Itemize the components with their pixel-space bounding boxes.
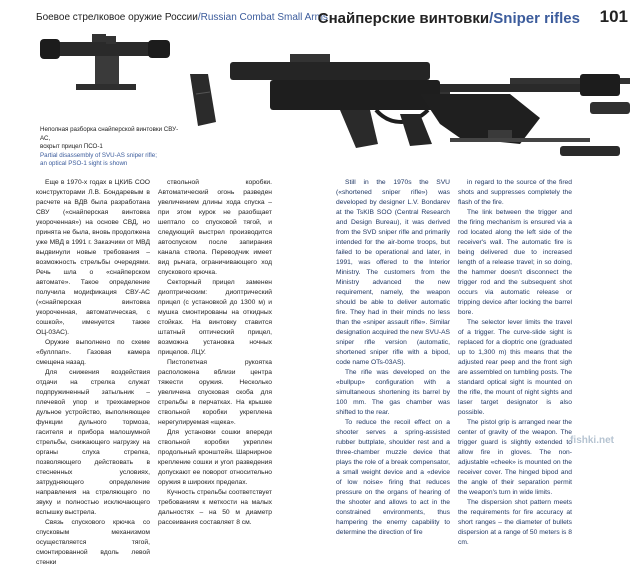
page-number: 101 xyxy=(599,7,628,26)
page-header xyxy=(0,0,640,34)
book-title xyxy=(36,12,328,23)
section-title-en: Sniper rifles xyxy=(493,10,580,27)
magazine xyxy=(190,74,216,126)
paragraph: Кучность стрельбы соответствует требованиям к меткости на малых дальностях – на 50 м диаметр рассеивания составляет 8 см. xyxy=(158,489,272,526)
caption-en-line1: Partial disassembly of SVU-AS sniper rifle; xyxy=(40,151,157,159)
paragraph: Оружие выполнено по схеме «буллпап». Газовая камера смещена назад. xyxy=(36,339,150,366)
paragraph: The pistol grip is arranged near the center of gravity of the weapon. The trigger guard is slightly extended to allow fire in gloves. The non-adjustable «cheek» is mounted on the receiver cover. The hinged bipod and the angle of their separation permit the weapon's turn in wide limits. xyxy=(458,419,572,496)
paragraph: Для снижения воздействия отдачи на стрелка служат подпружиненный затыльник – плечевой упор и трехкамерное дульное устройство, выполняющее функции дульного тормоза, гасителя и прибора малошумной стрельбы, снижающего нагрузку на органы слуха стрелка, позволяющего действовать в стесненных условиях, затрудняющего определение направления на стреляющего по звуку и полностью исключающего вспышку выстрела. xyxy=(36,369,150,516)
paragraph: To reduce the recoil effect on a shooter serves a spring-assisted rubber buttplate, shoulder rest and a three-chamber muzzle device that plays the role of a break compensator, a small weight device and a «device of low noise» firing that reduces pressure on the organs of hearing of the shooter and allows to act in the constrained environments, thus hampering the enemy capability to determine the direction of fire xyxy=(336,419,450,536)
text-column-en-2 xyxy=(458,178,572,546)
paragraph: Still in the 1970s the SVU («shortened sniper rifle») was developed by designer L.V. Bondarev at the TsKIB SOO (Central Research and Design Bureau), it was derived from the SVD sniper rifle and primarily intended for the air-borne troops, but failed to be operational and later, in 1991, was offered to the Interior Ministry. The customers from the Ministry advanced the new requirement, namely, the weapon should be able to deliver automatic fire. They had in their minds no less than the «sniper assault rifle». Similar designation acquired the new SVU-AS sniper rifle version (automatic, shortened sniper rifle with a bipod, code name OTs-03AS). xyxy=(336,179,450,366)
caption-en-line2: an optical PSO-1 sight is shown xyxy=(40,160,128,168)
title-separator: / xyxy=(197,12,201,23)
section-title xyxy=(318,10,580,27)
paragraph: Пистолетная рукоятка расположена вблизи центра тяжести оружия. Несколько увеличена спусковая скоба для стрельбы в перчатках. На крышке ствольной коробки укреплена нерегулируемая «щека». xyxy=(158,359,272,426)
paragraph: Секторный прицел заменен диоптрическим: диоптрический прицел (с установкой до 1300 м) и мушка смонтированы на откидных стойках. На винтовку ставится штатный оптический прицел, возможна установка ночных прицелов. ЛЦУ. xyxy=(158,279,272,356)
optical-scope xyxy=(40,34,170,90)
text-column-ru-2 xyxy=(158,178,272,526)
text-column-en-1 xyxy=(336,178,450,536)
book-title-ru: Боевое стрелковое оружие России xyxy=(36,12,198,23)
book-title-en: Russian Combat Small Arms xyxy=(200,12,328,23)
caption-ru-line2: вскрыт прицел ПСО-1 xyxy=(40,143,103,151)
watermark: fishki.net xyxy=(570,435,614,446)
paragraph: Для установки сошки впереди ствольной коробки укреплен продольный кронштейн. Шарнирное крепление сошки и угол разведения допускают ее поворот относительно оружия в широких пределах. xyxy=(158,429,272,486)
paragraph: ствольной коробки. Автоматический огонь разведен увеличением длины хода спуска – при этом курок не разобщает шептало со спусковой тягой, и следующий выстрел производится автоспуском после запирания канала ствола. Переводчик имеет вид рычага, ограничивающего ход спускового крючка. xyxy=(158,179,272,276)
paragraph: Еще в 1970-х годах в ЦКИБ СОО конструкторами Л.В. Бондаревым в расчете на ВДВ была разработана СВУ («снайперская винтовка укороченная») на основе СВД, но принята не была, вновь продолжена уже МВД в 1991 г. Заказчики от МВД выдвинули новые требования – возможность стрельбы очередями. Речь шла о «снайперском автомате». Такое определение получила модификация СВУ-АС («снайперская винтовка укороченная, автоматическая, с сошкой», именуется также ОЦ-03АС). xyxy=(36,179,150,336)
paragraph: The link between the trigger and the firing mechanism is ensured via a rod located along the left side of the receiver's wall. The automatic fire is being delivered due to increased length of a release travel; in so doing, the hammer doesn't disconnect the trigger rod and the subsequent shot occurs via automatic release or tripping device after locking the barrel bore. xyxy=(458,209,572,316)
paragraph: The dispersion shot pattern meets the requirements for fire accuracy at short ranges – the diameter of bullets dispersion at a range of 50 meters is 8 cm. xyxy=(458,499,572,546)
paragraph: in regard to the source of the fired shots and suppresses completely the flash of the fire. xyxy=(458,179,572,206)
section-separator: / xyxy=(489,10,494,27)
paragraph: The selector lever limits the travel of a trigger. The curve-slide sight is replaced for a dioptric one (graduated up to 1,300 m) this means that the adjusted rear peep and the front sigh are assembled on tumbling posts. The standard optical sight is mounted on the rifle, the mount of night sights and laser target designator is also possible. xyxy=(458,319,572,416)
photo-caption xyxy=(40,126,180,169)
paragraph: The rifle was developed on the «bullpup» configuration with a simultaneous shortening its barrel by 100 mm. The gas chamber was shifted to the rear. xyxy=(336,369,450,416)
paragraph: Связь спускового крючка со спусковым механизмом осуществляется тягой, смонтированной вдоль левой стенки xyxy=(36,519,150,566)
section-title-ru: Снайперские винтовки xyxy=(317,10,490,27)
text-column-ru-1 xyxy=(36,178,150,566)
caption-ru-line1: Неполная разборка снайперской винтовки СВУ-АС, xyxy=(40,126,179,142)
